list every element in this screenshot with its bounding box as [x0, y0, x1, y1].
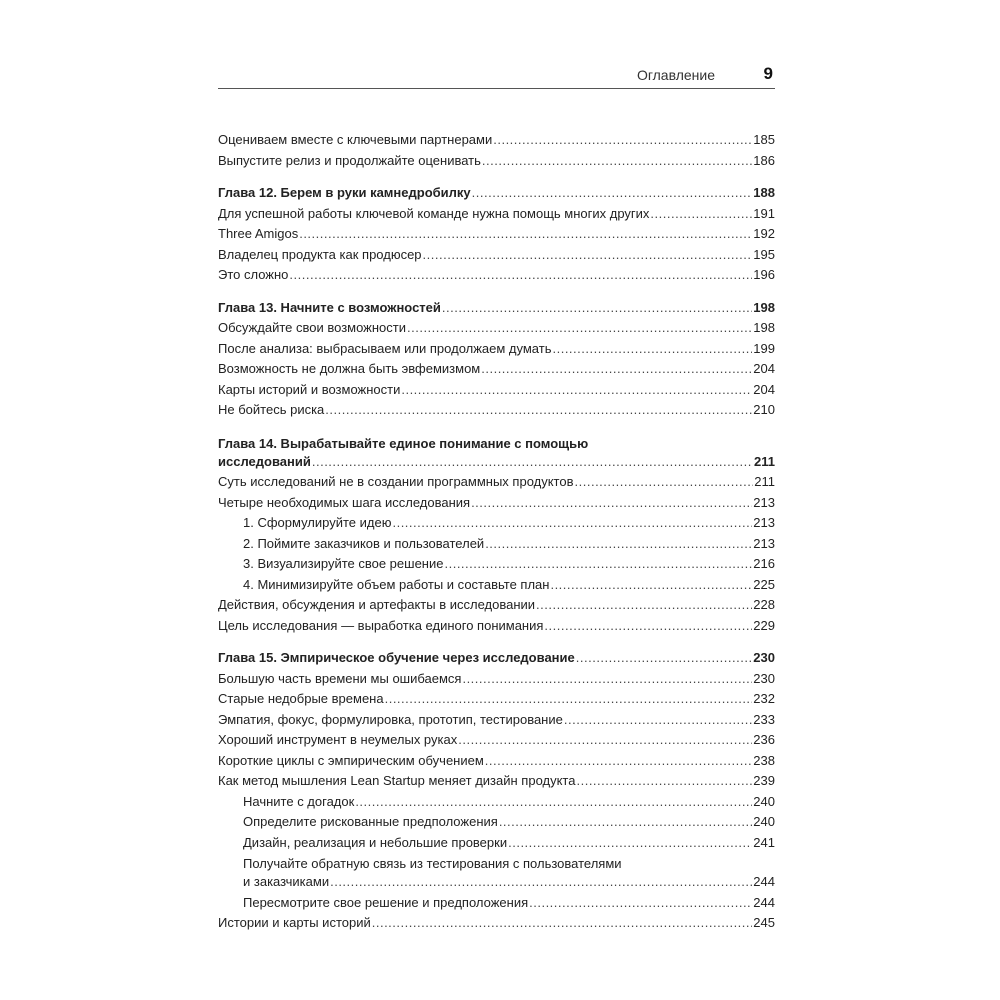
- toc-entry-title: и заказчиками: [243, 874, 330, 889]
- dot-leader: [312, 452, 753, 473]
- toc-page-number: 232: [753, 691, 775, 706]
- toc-entry[interactable]: [218, 833, 775, 854]
- toc-page-number: 230: [753, 670, 775, 686]
- toc-entry-title: 4. Минимизируйте объем работы и составьте план: [243, 576, 550, 592]
- dot-leader: [472, 183, 753, 204]
- toc-entry-title: Начните с догадок: [243, 793, 355, 809]
- toc-page-number: 241: [753, 834, 775, 850]
- dot-leader: [493, 130, 752, 151]
- toc-chapter-entry[interactable]: [218, 648, 775, 669]
- toc-entry[interactable]: [218, 245, 775, 266]
- toc-page-number: 216: [753, 556, 775, 571]
- toc-entry-title: Three Amigos: [218, 226, 299, 241]
- toc-entry-title: Определите рискованные предположения: [243, 814, 498, 829]
- toc-entry[interactable]: [218, 669, 775, 690]
- toc-page-number: 191: [753, 205, 775, 221]
- toc-page-number: 199: [753, 340, 775, 356]
- toc-entry[interactable]: [218, 554, 775, 575]
- toc-entry-title: Хороший инструмент в неумелых руках: [218, 732, 458, 747]
- toc-entry-title: Пересмотрите свое решение и предположения: [243, 894, 529, 910]
- dot-leader: [462, 669, 752, 690]
- toc-page-number: 228: [753, 597, 775, 612]
- toc-entry[interactable]: [218, 204, 775, 225]
- dot-leader: [482, 151, 752, 172]
- toc-entry[interactable]: [218, 534, 775, 555]
- toc-page-number: 229: [753, 617, 775, 633]
- section-gap: [218, 636, 775, 648]
- toc-entry[interactable]: [218, 359, 775, 380]
- toc-page-number: 188: [753, 185, 775, 200]
- toc-entry[interactable]: [218, 339, 775, 360]
- toc-entry-title: Истории и карты историй: [218, 915, 371, 930]
- toc-page-number: 245: [753, 915, 775, 930]
- toc-page-number: 198: [753, 320, 775, 335]
- toc-page-number: 213: [753, 535, 775, 551]
- toc-entry-title: Оцениваем вместе с ключевыми партнерами: [218, 132, 493, 147]
- toc-entry[interactable]: [218, 792, 775, 813]
- toc-entry[interactable]: [218, 380, 775, 401]
- toc-entry[interactable]: [218, 493, 775, 514]
- toc-page-number: 211: [754, 474, 775, 489]
- dot-leader: [444, 554, 752, 575]
- toc-page-number: 211: [754, 453, 775, 469]
- toc-entry[interactable]: [218, 710, 775, 731]
- section-title: Оглавление: [636, 67, 715, 83]
- toc-page-number: 233: [753, 711, 775, 727]
- section-gap: [218, 171, 775, 183]
- toc-entry[interactable]: [218, 400, 775, 421]
- page-number: 9: [763, 64, 773, 83]
- dot-leader: [550, 575, 752, 596]
- dot-leader: [442, 298, 752, 319]
- dot-leader: [650, 204, 752, 225]
- toc-entry-title: 1. Сформулируйте идею: [243, 515, 392, 530]
- dot-leader: [355, 792, 752, 813]
- toc-page-number: 236: [753, 732, 775, 747]
- toc-page-number: 192: [753, 226, 775, 241]
- toc-entry-title: 2. Поймите заказчиков и пользователей: [243, 535, 485, 551]
- dot-leader: [392, 513, 752, 534]
- toc-entry-title: Большую часть времени мы ошибаемся: [218, 670, 462, 686]
- toc-entry-title: Выпустите релиз и продолжайте оценивать: [218, 152, 481, 168]
- toc-entry-title: Карты историй и возможности: [218, 381, 401, 397]
- toc-entry[interactable]: [218, 689, 775, 710]
- toc-page-number: 195: [753, 246, 775, 262]
- toc-page-number: 244: [753, 894, 775, 910]
- toc-entry-title: Глава 12. Берем в руки камнедробилку: [218, 185, 471, 200]
- toc-entry[interactable]: [218, 913, 775, 934]
- toc-page-number: 238: [753, 752, 775, 768]
- dot-leader: [330, 872, 752, 893]
- toc-page-number: 198: [753, 299, 775, 315]
- toc-entry[interactable]: [218, 751, 775, 772]
- toc-page-number: 213: [753, 494, 775, 510]
- toc-entry-title: Действия, обсуждения и артефакты в исследовании: [218, 597, 536, 612]
- toc-page-number: 225: [753, 576, 775, 592]
- toc-entry[interactable]: [218, 730, 775, 751]
- toc-page-number: 239: [753, 773, 775, 788]
- toc-page-number: 186: [753, 152, 775, 168]
- toc-entry[interactable]: [218, 595, 775, 616]
- dot-leader: [458, 730, 752, 751]
- toc-page-number: 230: [753, 650, 775, 665]
- dot-leader: [325, 400, 752, 421]
- toc-entry-title: Не бойтесь риска: [218, 402, 325, 417]
- dot-leader: [508, 833, 752, 854]
- toc-chapter-entry[interactable]: [218, 435, 775, 473]
- toc-entry[interactable]: [218, 130, 775, 151]
- toc-entry-title: Цель исследования — выработка единого понимания: [218, 617, 544, 633]
- table-of-contents: [218, 130, 775, 934]
- dot-leader: [372, 913, 753, 934]
- toc-entry-title: Глава 15. Эмпирическое обучение через исследование: [218, 650, 575, 665]
- dot-leader: [499, 812, 752, 833]
- toc-page-number: 213: [753, 515, 775, 530]
- toc-entry-title: Как метод мышления Lean Startup меняет дизайн продукта: [218, 773, 576, 788]
- toc-page-number: 204: [753, 361, 775, 376]
- toc-entry[interactable]: [218, 265, 775, 286]
- toc-entry-title: Суть исследований не в создании программных продуктов: [218, 474, 574, 489]
- section-gap: [218, 421, 775, 433]
- toc-entry-title: Эмпатия, фокус, формулировка, прототип, тестирование: [218, 711, 563, 727]
- toc-entry[interactable]: [218, 575, 775, 596]
- dot-leader: [289, 265, 752, 286]
- dot-leader: [536, 595, 752, 616]
- toc-entry-title: Возможность не должна быть эвфемизмом: [218, 361, 481, 376]
- toc-entry-title: Дизайн, реализация и небольшие проверки: [243, 834, 508, 850]
- toc-page-number: 240: [753, 814, 775, 829]
- dot-leader: [471, 493, 752, 514]
- toc-entry-title: Это сложно: [218, 267, 289, 282]
- dot-leader: [407, 318, 752, 339]
- toc-entry-title: Четыре необходимых шага исследования: [218, 494, 471, 510]
- toc-entry-title: Короткие циклы с эмпирическим обучением: [218, 752, 484, 768]
- dot-leader: [423, 245, 753, 266]
- dot-leader: [485, 751, 753, 772]
- dot-leader: [576, 648, 753, 669]
- toc-page-number: 240: [753, 793, 775, 809]
- dot-leader: [575, 472, 754, 493]
- toc-page-number: 185: [753, 132, 775, 147]
- toc-page-number: 210: [753, 402, 775, 417]
- dot-leader: [481, 359, 752, 380]
- dot-leader: [564, 710, 752, 731]
- dot-leader: [544, 616, 752, 637]
- toc-entry[interactable]: [218, 472, 775, 493]
- toc-entry[interactable]: [218, 513, 775, 534]
- toc-entry-title: Для успешной работы ключевой команде нужна помощь многих других: [218, 205, 650, 221]
- toc-entry-title: 3. Визуализируйте свое решение: [243, 556, 444, 571]
- toc-entry[interactable]: [218, 318, 775, 339]
- toc-entry[interactable]: [218, 151, 775, 172]
- dot-leader: [529, 893, 752, 914]
- toc-chapter-entry[interactable]: [218, 183, 775, 204]
- toc-entry-title: исследований: [218, 453, 311, 469]
- toc-entry-title: Владелец продукта как продюсер: [218, 246, 422, 262]
- toc-entry[interactable]: [218, 616, 775, 637]
- toc-entry-title: Старые недобрые времена: [218, 691, 384, 706]
- toc-entry-title-line: Получайте обратную связь из тестирования с пользователями: [243, 856, 622, 871]
- toc-entry-title-line: Глава 14. Вырабатывайте единое понимание с помощью: [218, 435, 589, 451]
- dot-leader: [401, 380, 752, 401]
- dot-leader: [552, 339, 752, 360]
- toc-entry-title: После анализа: выбрасываем или продолжаем думать: [218, 340, 552, 356]
- dot-leader: [299, 224, 752, 245]
- toc-entry[interactable]: [218, 771, 775, 792]
- toc-page-number: 244: [753, 874, 775, 889]
- toc-entry[interactable]: [218, 224, 775, 245]
- dot-leader: [576, 771, 752, 792]
- toc-chapter-entry[interactable]: [218, 298, 775, 319]
- toc-entry-title: Обсуждайте свои возможности: [218, 320, 406, 335]
- running-header: [218, 64, 775, 89]
- section-gap: [218, 286, 775, 298]
- toc-entry[interactable]: [218, 812, 775, 833]
- toc-entry[interactable]: [218, 855, 775, 893]
- toc-page-number: 204: [753, 381, 775, 397]
- toc-entry[interactable]: [218, 893, 775, 914]
- toc-page-number: 196: [753, 267, 775, 282]
- dot-leader: [485, 534, 752, 555]
- dot-leader: [385, 689, 753, 710]
- toc-entry-title: Глава 13. Начните с возможностей: [218, 299, 441, 315]
